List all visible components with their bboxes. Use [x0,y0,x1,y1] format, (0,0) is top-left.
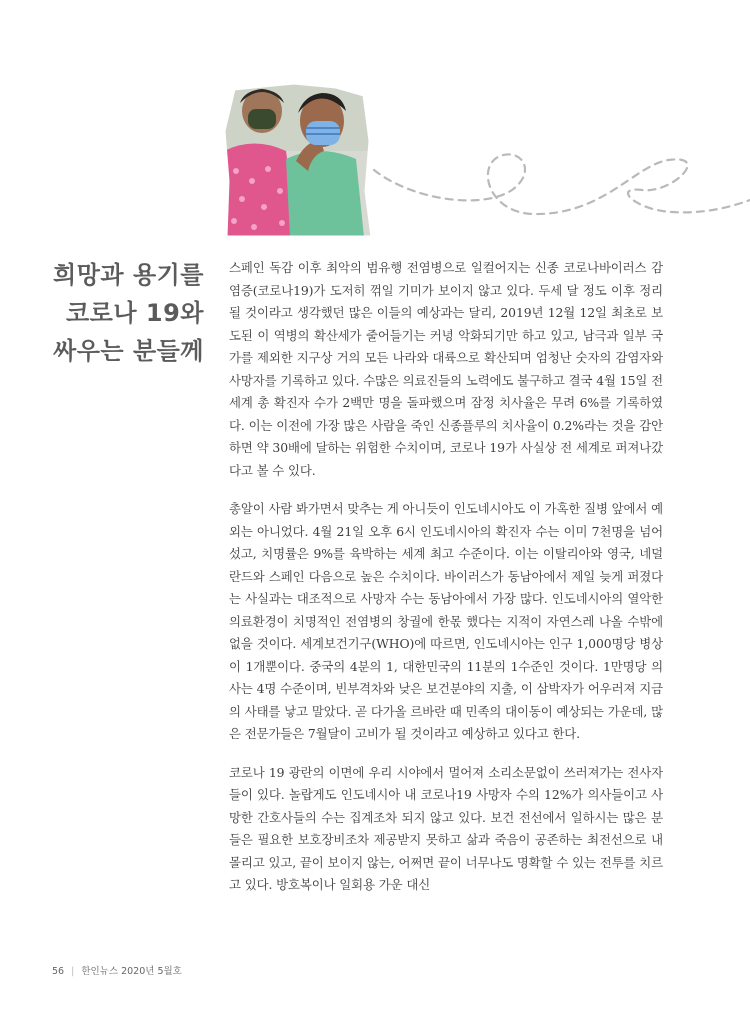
page-number: 56 [52,966,65,977]
article-paragraph-1: 스페인 독감 이후 최악의 범유행 전염병으로 일컬어지는 신종 코로나바이러스 감염증(코로나19)가 도저히 꺾일 기미가 보이지 않고 있다. 두세 달 정도 이후 정리될 것이라고 생각했던 많은 이들의 예상과는 달리, 2019년 12월 12일 최초로 보도된 이 역병의 확산세가 줄어들기는 커녕 악화되기만 하고 있고, 남극과 일부 국가를 제외한 지구상 거의 모든 나라와 대륙으로 확산되며 엄청난 숫자의 감염자와 사망자를 기록하고 있다. 수많은 의료진들의 노력에도 불구하고 결국 4월 15일 전 세계 총 확진자 수가 2백만 명을 돌파했으며 잠정 치사율은 무려 6%를 기록하였다. 이는 이전에 가장 많은 사람을 죽인 신종플루의 치사율이 0.2%라는 것을 감안하면 약 30배에 달하는 위험한 수치이며, 코로나 19가 사실상 전 세계로 퍼져나갔다고 볼 수 있다. [229,260,663,478]
article-body [229,257,663,913]
publication-name: 한인뉴스 2020년 5월호 [81,966,182,977]
article-title-line-2: 코로나 19와 [66,299,204,327]
article-title-line-3: 싸우는 분들께 [53,337,204,365]
footer-separator: | [71,966,75,977]
article-paragraph-3: 코로나 19 광란의 이면에 우리 시야에서 멀어져 소리소문없이 쓰러져가는 전사자들이 있다. 놀랍게도 인도네시아 내 코로나19 사망자 수의 12%가 의사들이고 사망한 간호사들의 수는 집계조차 되지 않고 있다. 보건 전선에서 일하시는 많은 분들은 필요한 보호장비조차 제공받지 못하고 삶과 죽음이 공존하는 최전선으로 내몰리고 있고, 끝이 보이지 않는, 어쩌면 끝이 너무나도 명확할 수 있는 전투를 치르고 있다. 방호복이나 일회용 가운 대신 [229,764,663,892]
article-title [14,256,204,370]
page-footer [52,963,182,977]
article-paragraph-2: 총알이 사람 봐가면서 맞추는 게 아니듯이 인도네시아도 이 가혹한 질병 앞에서 예외는 아니었다. 4월 21일 오후 6시 인도네시아의 확진자 수는 이미 7천명을 넘어섰고, 치명률은 9%를 육박하는 세계 최고 수준이다. 이는 이탈리아와 영국, 네덜란드와 스페인 다음으로 높은 수치이다. 바이러스가 동남아에서 제일 늦게 퍼졌다는 사실과는 대조적으로 사망자 수는 동남아에서 가장 많다. 인도네시아의 열악한 의료환경이 치명적인 전염병의 창궐에 한몫 했다는 지적이 자연스레 나올 수밖에 없을 것이다. 세계보건기구(WHO)에 따르면, 인도네시아는 인구 1,000명당 병상이 1개뿐이다. 중국의 4분의 1, 대한민국의 11분의 1수준인 것이다. 1만명당 의사는 4명 수준이며, 빈부격차와 낮은 보건분야의 지출, 이 삼박자가 어우러져 지금의 사태를 낳고 말았다. 곧 다가올 르바란 때 민족의 대이동이 예상되는 가운데, 많은 전문가들은 7월달이 고비가 될 것이라고 예상하고 있다고 한다. [229,501,663,741]
article-title-line-1: 희망과 용기를 [53,261,204,289]
article-photo [224,81,372,237]
dashed-swirl-decoration [372,150,750,245]
